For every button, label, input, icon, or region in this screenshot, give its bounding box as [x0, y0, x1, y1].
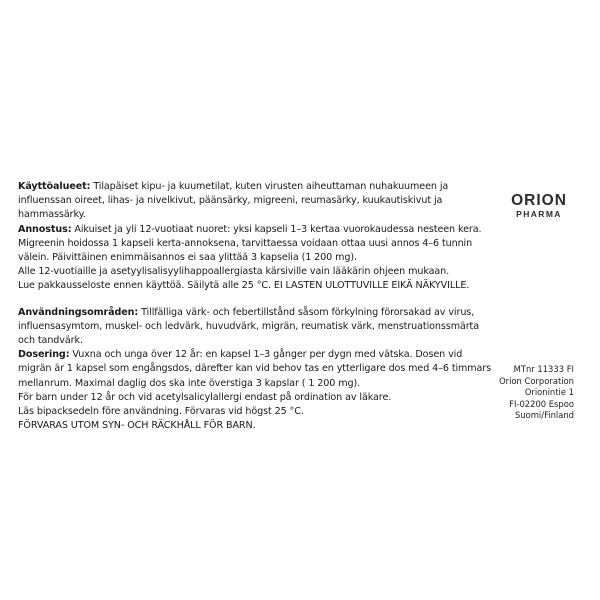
orion-pharma-logo [502, 190, 576, 220]
fi-storage-text: Lue pakkausseloste ennen käyttöä. Säilytä alle 25 °C. EI LASTEN ULOTTUVILLE EIKÄ NÄKYVILLE. [18, 280, 470, 292]
mtnr-number: MTnr 11333 FI [513, 364, 574, 374]
manufacturer-address [454, 364, 574, 422]
logo-name: ORION [511, 192, 567, 209]
street-address: Orionintie 1 [524, 387, 574, 398]
fi-indications-heading: Käyttöalueet: [18, 181, 91, 192]
sv-indications-text: Tillfälliga värk- och febertillstånd såsom förkylning förorsakad av virus, influensasymtom, muskel- och ledvärk, huvudvärk, migrän, reumatisk värk, menstruationssmärta och tandvärk. [18, 306, 480, 347]
fi-indications-text: Tilapäiset kipu- ja kuumetilat, kuten virusten aiheuttaman nuhakuumeen ja influenssan oireet, lihas- ja nivelkivut, päänsärky, migreeni, reumasärky, kuukautiskivut ja hammassärky. [18, 181, 449, 221]
sv-indications-heading: Användningsområden: [18, 306, 139, 318]
sv-storage-text: FÖRVARAS UTOM SYN- OCH RÄCKHÅLL FÖR BARN. [18, 420, 256, 432]
label-text-block [18, 180, 498, 433]
fi-dosage-heading: Annostus: [18, 223, 72, 235]
company-name: Orion Corporation [499, 375, 574, 386]
sv-indications [18, 306, 498, 349]
sv-dosage-text: Vuxna och unga över 12 år: en kapsel 1–3 gånger per dygn med vätska. Dosen vid migrän är 1 kapsel som engångsdos, därefter kan vid behov tas en ytterligare dos med 4–6 timmars mellanrum. Maximal daglig dos ska inte överstiga 3 kapslar ( 1 200 mg). [18, 349, 492, 389]
fi-indications [18, 180, 498, 223]
country: Suomi/Finland [515, 410, 574, 421]
logo-subtitle: PHARMA [516, 209, 562, 219]
sv-dosage-heading: Dosering: [18, 349, 70, 361]
sv-leaflet-text: Läs bipacksedeln före användning. Förvaras vid högst 25 °C. [18, 406, 304, 418]
fi-dosage [18, 223, 498, 266]
sv-children-text: För barn under 12 år och vid acetylsalicylallergi endast på ordination av läkare. [18, 391, 392, 403]
fi-dosage-text: Aikuiset ja yli 12-vuotiaat nuoret: yksi kapseli 1–3 kertaa vuorokaudessa nesteen kera. Migreenin hoidossa 1 kapseli kerta-annoksena, tarvittaessa voidaan ottaa uusi annos 4–6 tunnin välein. Päivittäinen enimmäisannos ei saa ylittää 3 kapselia (1 200 mg). [18, 223, 482, 264]
fi-children-text: Alle 12-vuotiaille ja asetyylisalisyylihappoallergiasta kärsiville vain lääkärin ohjeen mukaan. [18, 266, 450, 278]
postal-city: FI-02200 Espoo [509, 398, 574, 409]
sv-dosage [18, 348, 498, 391]
